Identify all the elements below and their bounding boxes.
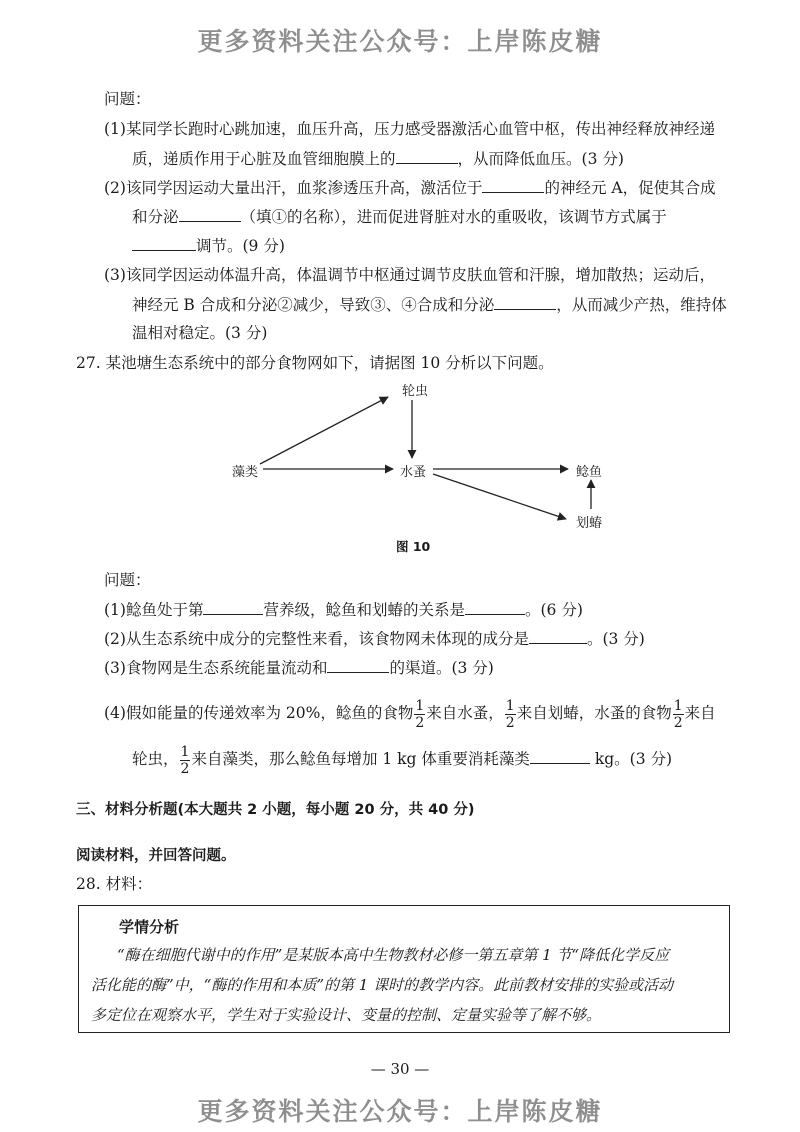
answer-blank[interactable]: [203, 599, 263, 615]
q27-p1-text-a: (1)鲶鱼处于第: [104, 601, 204, 619]
answer-blank[interactable]: [327, 657, 389, 673]
arrow-flea-to-beetle: [433, 474, 566, 519]
fraction-denominator: 2: [505, 714, 515, 731]
q26-p1-text-a: 质，递质作用于心脏及血管细胞膜上的: [132, 150, 396, 168]
fraction-denominator: 2: [180, 760, 190, 777]
q27-p2: [104, 628, 645, 649]
q27-p4-text-b: 来自水蚤，: [426, 704, 504, 722]
q26-p2-text-d: （填①的名称），进而促进肾脏对水的重吸收，该调节方式属于: [240, 208, 667, 226]
q27-p3: [104, 657, 494, 678]
q26-p2-line1: [104, 177, 716, 198]
arrow-algae-to-rotifer: [260, 397, 388, 464]
node-beetle: 划蝽: [576, 516, 603, 531]
answer-blank[interactable]: [179, 206, 241, 222]
q26-p3-line2: [132, 294, 727, 315]
q26-p2-text-a: (2)该同学因运动大量出汗，血浆渗透压升高，激活位于: [104, 179, 483, 197]
node-fish: 鲶鱼: [576, 465, 603, 480]
figure-caption: 图 10: [396, 539, 431, 554]
q27-p1-text-c: 。(6 分): [524, 601, 583, 619]
page-number: — 30 —: [370, 1060, 430, 1078]
fraction-half: [414, 698, 425, 731]
q26-label: 问题：: [104, 90, 151, 108]
node-algae: 藻类: [232, 465, 259, 480]
answer-blank[interactable]: [529, 628, 587, 644]
fraction-numerator: 1: [415, 697, 425, 714]
q26-p3-line3: 温相对稳定。(3 分): [132, 324, 268, 342]
q27-p4-text-g: kg。(3 分): [589, 750, 673, 768]
q27-p4-text-f: 来自藻类，那么鲶鱼每增加 1 kg 体重要消耗藻类: [191, 750, 530, 768]
answer-blank[interactable]: [494, 294, 556, 310]
q27-p1: [104, 599, 583, 620]
q27-p3-text-b: 的渠道。(3 分): [389, 659, 494, 677]
q26-p3-text-b: ，从而减少产热，维持体: [556, 296, 727, 314]
fraction-denominator: 2: [673, 714, 683, 731]
q26-p2-line2: [132, 206, 667, 227]
q27-p3-text-a: (3)食物网是生态系统能量流动和: [104, 659, 328, 677]
fraction-denominator: 2: [415, 714, 425, 731]
section-3-heading: 三、材料分析题(本大题共 2 小题，每小题 20 分，共 40 分): [76, 802, 475, 818]
q26-p3-text-a: 神经元 B 合成和分泌②减少，导致③、④合成和分泌: [132, 296, 495, 314]
q26-p1-line1: (1)某同学长跑时心跳加速，血压升高，压力感受器激活心血管中枢，传出神经释放神经递: [104, 120, 715, 138]
q26-p1-line2: [132, 148, 624, 169]
q27-p4-line1: [104, 696, 716, 731]
q27-p4-text-d: 来自: [684, 704, 716, 722]
material-title: 学情分析: [119, 918, 180, 936]
material-line-3: 多定位在观察水平，学生对于实验设计、变量的控制、定量实验等了解不够。: [91, 1006, 602, 1024]
q27-stem: 27. 某池塘生态系统中的部分食物网如下，请据图 10 分析以下问题。: [76, 354, 554, 372]
node-flea: 水蚤: [400, 465, 427, 480]
material-box: [78, 905, 730, 1033]
fraction-numerator: 1: [673, 697, 683, 714]
fraction-half: [673, 698, 684, 731]
q26-p2-text-c: 和分泌: [132, 208, 179, 226]
q26-p2-line3: [132, 235, 285, 256]
answer-blank[interactable]: [396, 148, 458, 164]
fraction-numerator: 1: [180, 743, 190, 760]
fraction-half: [180, 744, 191, 777]
q26-p1-text-b: ，从而降低血压。(3 分): [457, 150, 624, 168]
material-line-1: “酶在细胞代谢中的作用”是某版本高中生物教材必修一第五章第 1 节“降低化学反应: [117, 946, 670, 964]
q28-label: 28. 材料：: [76, 875, 153, 893]
q27-label: 问题：: [104, 571, 151, 589]
watermark-bottom: 更多资料关注公众号：上岸陈皮糖: [197, 1097, 603, 1126]
q27-p4-text-c: 来自划蝽，水蚤的食物: [516, 704, 672, 722]
answer-blank[interactable]: [482, 177, 544, 193]
q26-p2-text-e: 调节。(9 分): [196, 237, 285, 255]
q27-p2-text-a: (2)从生态系统中成分的完整性来看，该食物网未体现的成分是: [104, 630, 529, 648]
node-rotifer: 轮虫: [402, 384, 429, 399]
q27-p4-line2: [132, 742, 672, 777]
material-line-2: 活化能的酶”中，“酶的作用和本质”的第 1 课时的教学内容。此前教材安排的实验或活动: [91, 976, 674, 994]
q27-p1-text-b: 营养级，鲶鱼和划蝽的关系是: [263, 601, 465, 619]
section-3-instruction: 阅读材料，并回答问题。: [76, 848, 236, 864]
answer-blank[interactable]: [132, 235, 196, 251]
fraction-numerator: 1: [505, 697, 515, 714]
q27-p4-text-a: (4)假如能量的传递效率为 20%，鲶鱼的食物: [104, 704, 414, 722]
q27-p2-text-b: 。(3 分): [586, 630, 645, 648]
q26-p3-line1: (3)该同学因运动体温升高，体温调节中枢通过调节皮肤血管和汗腺，增加散热；运动后，: [104, 266, 715, 284]
watermark-top: 更多资料关注公众号：上岸陈皮糖: [197, 27, 603, 56]
answer-blank[interactable]: [530, 748, 590, 764]
fraction-half: [505, 698, 516, 731]
q27-p4-text-e: 轮虫，: [132, 750, 179, 768]
answer-blank[interactable]: [465, 599, 525, 615]
q26-p2-text-b: 的神经元 A，促使其合成: [544, 179, 716, 197]
